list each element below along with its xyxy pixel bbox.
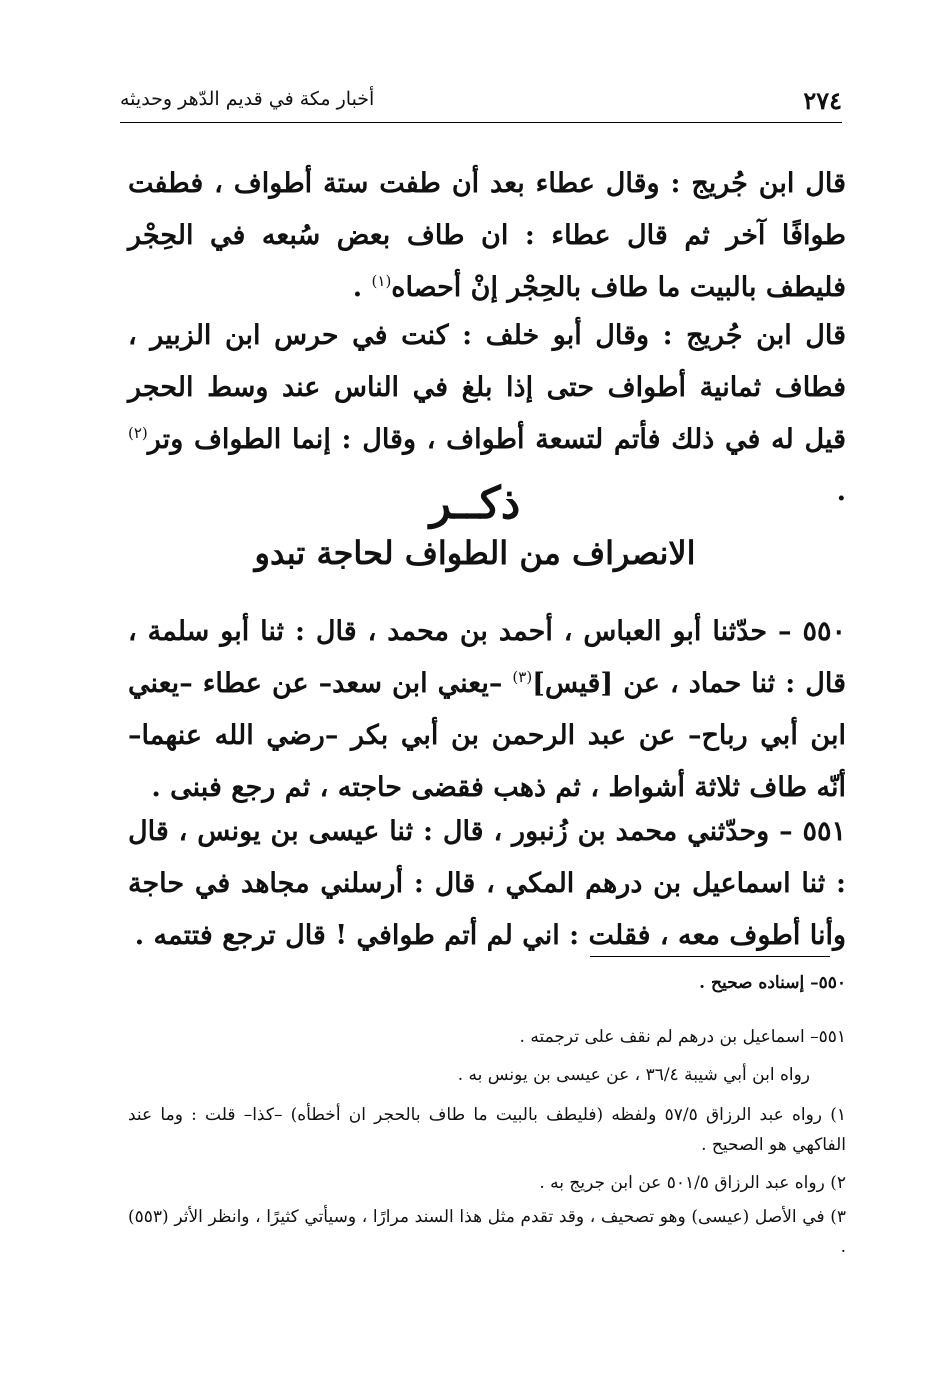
footnote-ref-2: (٢) xyxy=(128,424,148,442)
footnote-551-source: رواه ابن أبي شيبة ٣٦/٤ ، عن عيسى بن يونس به . xyxy=(457,1065,810,1085)
narration-550 xyxy=(128,606,846,814)
footnote-ref-3: (٣) xyxy=(512,668,533,686)
page-number: ٢٧٤ xyxy=(803,86,842,115)
footnote-551: ٥٥١– اسماعيل بن درهم لم نقف على ترجمته . xyxy=(519,1027,846,1047)
section-title: الانصراف من الطواف لحاجة تبدو xyxy=(254,534,696,572)
running-header xyxy=(120,82,842,123)
paragraph-ibn-jurayj-1 xyxy=(128,158,846,314)
paragraph-text: قال ابن جُريج : وقال عطاء بعد أن طفت ستة أطواف ، فطفت طوافًا آخر ثم قال عطاء : ان طاف بعض سُبعه في الحِجْر فليطف بالبيت ما طاف بالحِجْر إنْ أحصاه xyxy=(128,168,846,303)
paragraph-text: قال ابن جُريج : وقال أبو خلف : كنت في حرس ابن الزبير ، فطاف ثمانية أطواف حتى إذا بلغ في الناس عند وسط الحجر قيل له في ذلك فأتم لتسعة أطواف ، وقال : إنما الطواف وتر xyxy=(128,320,846,455)
narration-text-end: –يعني ابن سعد– عن عطاء –يعني ابن أبي رباح– عن عبد الرحمن بن أبي بكر –رضي الله عنهما– أنّه طاف ثلاثة أشواط ، ثم ذهب فقضى حاجته ، ثم رجع فبنى . xyxy=(128,668,846,803)
footnote-ref-1: (١) xyxy=(371,272,392,290)
footnote-550: ٥٥٠– إسناده صحيح . xyxy=(699,973,846,993)
paragraph-end: . xyxy=(352,272,372,303)
footnote-divider xyxy=(590,956,830,957)
footnote-1: ١) رواه عبد الرزاق ٥٧/٥ ولفظه (فليطف بالبيت ما طاف بالحجر ان أخطأه) –كذا– قلت : وما عند الفاكهي هو الصحيح . xyxy=(128,1105,846,1155)
footnote-3: ٣) في الأصل (عيسى) وهو تصحيف ، وقد تقدم مثل هذا السند مرارًا ، وسيأتي كثيرًا ، وانظر الأثر (٥٥٣) . xyxy=(128,1207,846,1257)
paragraph-end: . xyxy=(836,476,846,507)
footnote-2: ٢) رواه عبد الرزاق ٥٠١/٥ عن ابن جريج به . xyxy=(539,1173,846,1193)
section-ornament-heading: ذكــر xyxy=(429,478,521,529)
book-title: أخبار مكة في قديم الدّهر وحديثه xyxy=(120,88,375,110)
narration-551: ٥٥١ – وحدّثني محمد بن زُنبور ، قال : ثنا عيسى بن يونس ، قال : ثنا اسماعيل بن درهم المكي ، قال : أرسلني مجاهد في حاجة وأنا أطوف معه ، فقلت : اني لم أتم طوافي ! قال ترجع فتتمه . xyxy=(128,816,846,951)
narration-text: ٥٥٠ – حدّثنا أبو العباس ، أحمد بن محمد ، قال : ثنا أبو سلمة ، قال : ثنا حماد ، عن [قيس] xyxy=(128,616,846,699)
